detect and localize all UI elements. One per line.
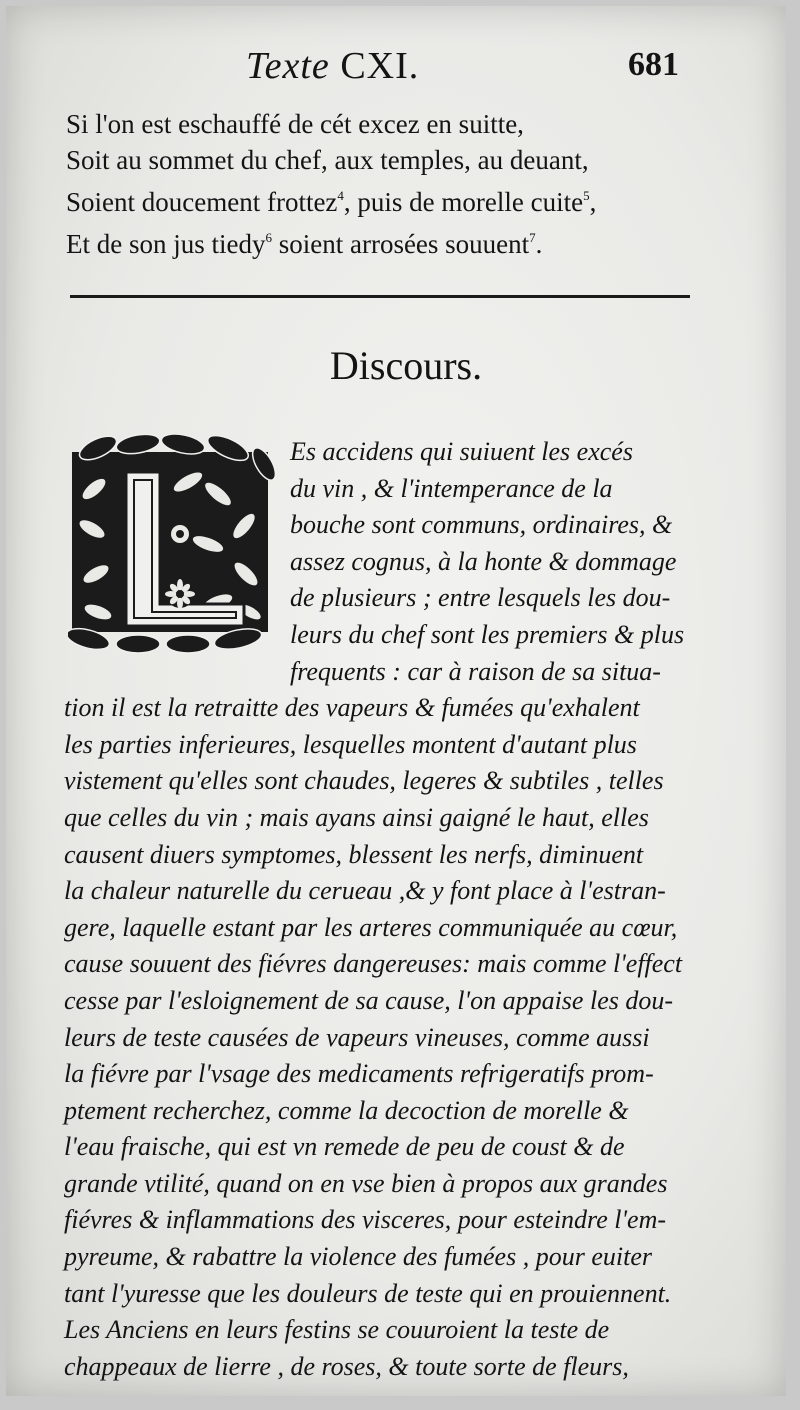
footnote-marker: 4 <box>337 188 344 203</box>
text-line: fiévres & inflammations des visceres, pour esteindre l'em- <box>64 1205 666 1235</box>
running-title-number: CXI. <box>340 45 420 87</box>
text-line: causent diuers symptomes, blessent les nerfs, diminuent <box>64 839 644 869</box>
text-line: grande vtilité, quand on en vse bien à propos aux grandes <box>64 1168 668 1198</box>
text-line: tant l'yuresse que les douleurs de teste qui en prouiennent. <box>64 1278 672 1308</box>
verse-text: Soient doucement frottez <box>66 187 338 217</box>
text-line: leurs du chef sont les premiers & plus <box>290 619 685 649</box>
text-line: la fiévre par l'vsage des medicaments refrigeratifs prom- <box>64 1059 654 1089</box>
text-line: tion il est la retraitte des vapeurs & fumées qu'exhalent <box>64 693 640 723</box>
text-line: vistement qu'elles sont chaudes, legeres & subtiles , telles <box>64 766 664 796</box>
verse-text: , <box>589 187 597 217</box>
text-line: cause souuent des fiévres dangereuses: mais comme l'effect <box>64 949 683 979</box>
text-line: frequents : car à raison de sa situa- <box>290 656 661 686</box>
text-line: les parties inferieures, lesquelles montent d'autant plus <box>64 729 637 759</box>
footnote-marker: 6 <box>265 230 272 245</box>
text-line: ptement recherchez, comme la decoction de morelle & <box>64 1095 629 1125</box>
text-line: bouche sont communs, ordinaires, & <box>290 510 673 540</box>
verse-text: Soit au sommet du chef, aux temples, au deuant, <box>66 145 589 175</box>
verse-block <box>66 106 716 262</box>
text-line: pyreume, & rabattre la violence des fumées , pour euiter <box>64 1242 652 1272</box>
horizontal-rule <box>70 295 690 298</box>
verse-line <box>66 178 716 220</box>
verse-line <box>66 142 716 178</box>
text-line: assez cognus, à la honte & dommage <box>290 546 677 576</box>
text-line: cesse par l'esloignement de sa cause, l'on appaise les dou- <box>64 985 674 1015</box>
text-line: l'eau fraische, qui est vn remede de peu de coust & de <box>64 1132 625 1162</box>
text-line: la chaleur naturelle du cerueau ,& y font place à l'estran- <box>64 876 666 906</box>
book-page <box>6 6 786 1396</box>
running-title <box>246 44 419 88</box>
section-heading: Discours. <box>329 343 483 388</box>
verse-text: . <box>535 229 543 259</box>
verse-text: soient arrosées souuent <box>271 229 530 259</box>
page-number: 681 <box>628 46 679 83</box>
text-line: de plusieurs ; entre lesquels les dou- <box>290 583 671 613</box>
text-line: Es accidens qui suiuent les excés <box>290 437 633 466</box>
text-line: leurs de teste causées de vapeurs vineuses, comme aussi <box>64 1022 650 1052</box>
verse-text: , puis de morelle cuite <box>343 187 584 217</box>
page-header <box>6 44 786 94</box>
verse-line <box>66 220 716 262</box>
text-line: du vin , & l'intemperance de la <box>290 473 613 503</box>
running-title-prefix: Texte <box>246 45 330 87</box>
text-line: Les Anciens en leurs festins se couuroient la teste de <box>64 1315 610 1345</box>
footnote-marker: 7 <box>529 230 536 245</box>
text-line: que celles du vin ; mais ayans ainsi gaigné le haut, elles <box>64 802 649 832</box>
verse-text: Si l'on est eschauffé de cét excez en suitte, <box>66 109 524 139</box>
text-line: chappeaux de lierre , de roses, & toute sorte de fleurs, <box>64 1351 629 1381</box>
discourse-body <box>64 434 712 1385</box>
text-line: gere, laquelle estant par les arteres communiquée au cœur, <box>64 912 678 942</box>
footnote-marker: 5 <box>583 188 590 203</box>
verse-line <box>66 106 716 142</box>
verse-text: Et de son jus tiedy <box>66 229 266 259</box>
